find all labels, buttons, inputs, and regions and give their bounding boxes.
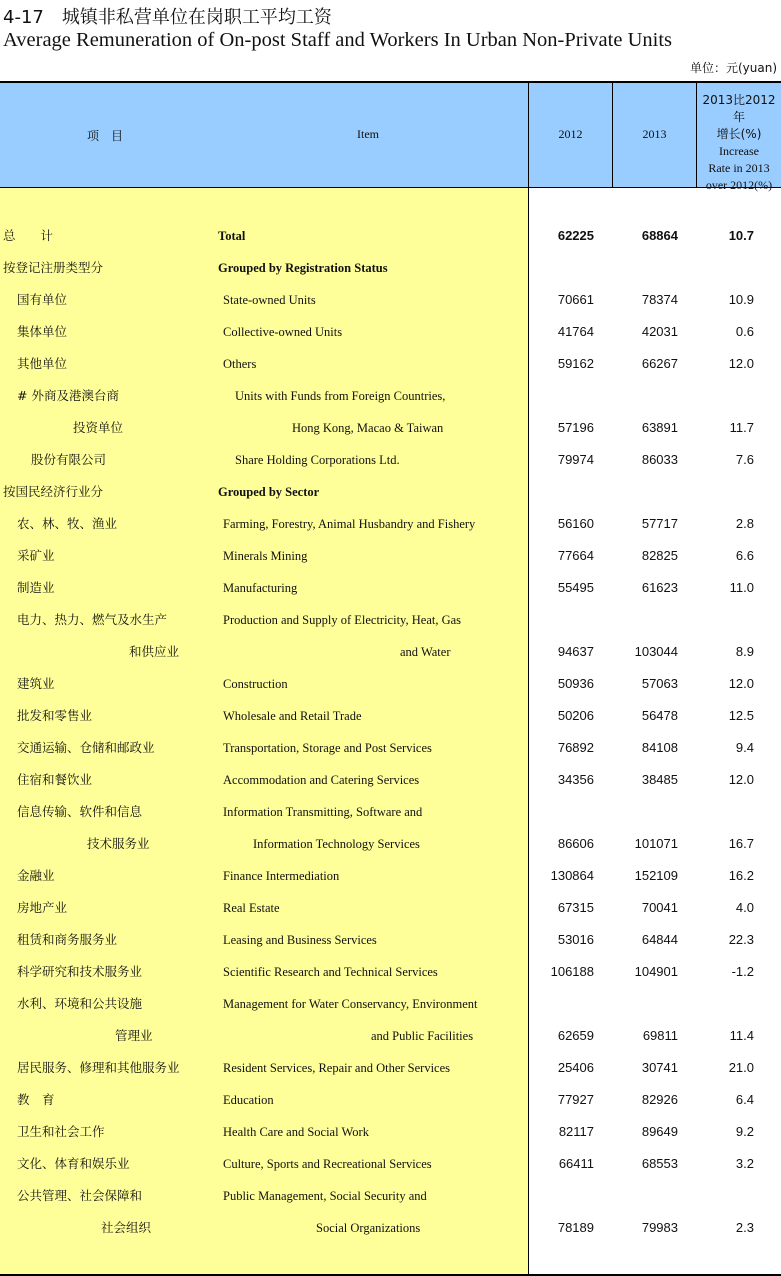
row-label-chinese: 房地产业	[17, 900, 68, 915]
value-2013: 30741	[641, 1060, 678, 1075]
table-row	[0, 1090, 781, 1110]
value-2012: 50206	[557, 708, 594, 723]
row-label-english: and Water	[400, 645, 451, 659]
value-rate: 3.2	[735, 1156, 754, 1171]
table-row	[0, 546, 781, 566]
table-row	[0, 770, 781, 790]
value-2013: 79983	[641, 1220, 678, 1235]
table-row	[0, 930, 781, 950]
table-row	[0, 418, 781, 438]
table-row	[0, 226, 781, 246]
table-row	[0, 706, 781, 726]
value-2013: 57717	[641, 516, 678, 531]
header-rate-line: Rate in 2013	[708, 161, 770, 175]
value-2012: 25406	[557, 1060, 594, 1075]
table-row	[0, 610, 781, 630]
row-label-english: Grouped by Registration Status	[218, 261, 388, 275]
table-row	[0, 354, 781, 374]
row-label-english: Farming, Forestry, Animal Husbandry and Fishery	[223, 517, 476, 531]
value-2012: 86606	[557, 836, 594, 851]
row-label-chinese: 科学研究和技术服务业	[17, 964, 143, 979]
value-2012: 76892	[557, 740, 594, 755]
value-rate: -1.2	[731, 964, 754, 979]
table-row	[0, 514, 781, 534]
row-label-chinese: 管理业	[115, 1028, 153, 1043]
row-label-english: Others	[223, 357, 257, 371]
value-2013: 66267	[641, 356, 678, 371]
row-label-chinese: 国有单位	[17, 292, 68, 307]
row-label-english: Social Organizations	[316, 1221, 421, 1235]
header-rate-line: 增长(%)	[716, 127, 762, 141]
value-2013: 104901	[634, 964, 678, 979]
row-label-english: Information Technology Services	[253, 837, 420, 851]
row-label-english: Production and Supply of Electricity, Heat, Gas	[223, 613, 462, 627]
row-label-chinese: 卫生和社会工作	[17, 1124, 105, 1139]
value-2012: 62225	[557, 228, 594, 243]
row-label-english: Health Care and Social Work	[223, 1125, 369, 1139]
value-rate: 21.0	[728, 1060, 754, 1075]
table-row	[0, 1122, 781, 1142]
row-label-chinese: 金融业	[17, 868, 55, 883]
table-row	[0, 802, 781, 822]
value-rate: 9.4	[735, 740, 754, 755]
value-2012: 57196	[557, 420, 594, 435]
value-2012: 94637	[557, 644, 594, 659]
row-label-english: Accommodation and Catering Services	[223, 773, 420, 787]
value-rate: 9.2	[735, 1124, 754, 1139]
row-label-english: Public Management, Social Security and	[223, 1189, 427, 1203]
value-2012: 79974	[557, 452, 594, 467]
row-label-english: Resident Services, Repair and Other Services	[223, 1061, 451, 1075]
table-row	[0, 898, 781, 918]
row-label-chinese: 投资单位	[73, 420, 124, 435]
value-2013: 82825	[641, 548, 678, 563]
table-row	[0, 1058, 781, 1078]
value-2012: 34356	[557, 772, 594, 787]
table-row	[0, 994, 781, 1014]
row-label-chinese: 批发和零售业	[17, 708, 93, 723]
row-label-english: Management for Water Conservancy, Environment	[223, 997, 478, 1011]
value-rate: 22.3	[728, 932, 754, 947]
value-rate: 2.3	[735, 1220, 754, 1235]
row-label-chinese: 和供应业	[129, 644, 180, 659]
row-label-chinese: 总 计	[3, 228, 54, 243]
table-row	[0, 1218, 781, 1238]
row-label-english: Hong Kong, Macao & Taiwan	[292, 421, 444, 435]
value-rate: 11.7	[729, 420, 754, 435]
row-label-chinese: 集体单位	[17, 324, 68, 339]
value-2013: 64844	[641, 932, 678, 947]
row-label-chinese: 股份有限公司	[31, 452, 107, 467]
unit-label: 单位：元(yuan)	[689, 61, 777, 75]
value-2013: 152109	[634, 868, 678, 883]
table-row	[0, 1186, 781, 1206]
row-label-english: Leasing and Business Services	[223, 933, 377, 947]
header-rate	[697, 92, 781, 194]
value-rate: 7.6	[735, 452, 754, 467]
value-2013: 57063	[641, 676, 678, 691]
row-label-english: Education	[223, 1093, 274, 1107]
header-year-2012: 2012	[558, 127, 583, 141]
value-2013: 68553	[641, 1156, 678, 1171]
value-2012: 77664	[557, 548, 594, 563]
value-rate: 10.7	[728, 228, 754, 243]
value-rate: 6.6	[735, 548, 754, 563]
table-row	[0, 1154, 781, 1174]
value-2013: 82926	[641, 1092, 678, 1107]
row-label-chinese: 其他单位	[17, 356, 68, 371]
header-rate-line: 2013比2012年	[702, 93, 776, 124]
row-label-chinese: 农、林、牧、渔业	[17, 516, 118, 531]
table-row	[0, 482, 781, 502]
row-label-chinese: 社会组织	[101, 1220, 152, 1235]
value-2013: 38485	[641, 772, 678, 787]
row-label-chinese: 教 育	[17, 1092, 55, 1107]
row-label-english: Units with Funds from Foreign Countries,	[235, 389, 446, 403]
value-2013: 86033	[641, 452, 678, 467]
row-label-english: State-owned Units	[223, 293, 316, 307]
value-2012: 55495	[557, 580, 594, 595]
row-label-english: Transportation, Storage and Post Services	[223, 741, 432, 755]
header-rate-line: Increase	[719, 144, 759, 158]
row-label-english: Minerals Mining	[223, 549, 308, 563]
row-label-english: Share Holding Corporations Ltd.	[235, 453, 400, 467]
row-label-chinese: 水利、环境和公共设施	[17, 996, 143, 1011]
header-item-chinese: 项 目	[86, 129, 123, 143]
table-row	[0, 578, 781, 598]
table-row	[0, 834, 781, 854]
row-label-chinese: 交通运输、仓储和邮政业	[17, 740, 155, 755]
value-rate: 6.4	[735, 1092, 754, 1107]
value-2012: 82117	[558, 1124, 594, 1139]
table-row	[0, 1026, 781, 1046]
row-label-chinese: 信息传输、软件和信息	[17, 804, 143, 819]
table-row	[0, 866, 781, 886]
item-column-background	[0, 188, 529, 1274]
table-row	[0, 290, 781, 310]
value-2012: 41764	[557, 324, 594, 339]
value-2012: 56160	[557, 516, 594, 531]
row-label-english: Total	[218, 229, 246, 243]
value-rate: 11.0	[729, 580, 754, 595]
header-item-english: Item	[357, 127, 379, 141]
value-rate: 16.2	[728, 868, 754, 883]
row-label-chinese: 采矿业	[17, 548, 55, 563]
row-label-english: Grouped by Sector	[218, 485, 320, 499]
table-row	[0, 450, 781, 470]
table-row	[0, 386, 781, 406]
value-2012: 59162	[557, 356, 594, 371]
row-label-chinese: 制造业	[17, 580, 55, 595]
value-rate: 4.0	[735, 900, 754, 915]
value-2012: 106188	[550, 964, 594, 979]
value-rate: 11.4	[729, 1028, 754, 1043]
row-label-english: Manufacturing	[223, 581, 298, 595]
value-2013: 69811	[642, 1028, 678, 1043]
row-label-chinese: 技术服务业	[87, 836, 150, 851]
row-label-english: Wholesale and Retail Trade	[223, 709, 362, 723]
value-rate: 2.8	[735, 516, 754, 531]
table-row	[0, 962, 781, 982]
row-label-english: Real Estate	[223, 901, 280, 915]
table-row	[0, 322, 781, 342]
row-label-english: Collective-owned Units	[223, 325, 343, 339]
value-rate: 8.9	[735, 644, 754, 659]
value-2013: 42031	[641, 324, 678, 339]
row-label-english: Information Transmitting, Software and	[223, 805, 423, 819]
value-2013: 56478	[641, 708, 678, 723]
value-2012: 78189	[557, 1220, 594, 1235]
value-2013: 103044	[634, 644, 678, 659]
row-label-english: and Public Facilities	[371, 1029, 474, 1043]
row-label-chinese: # 外商及港澳台商	[17, 388, 119, 403]
row-label-english: Culture, Sports and Recreational Services	[223, 1157, 432, 1171]
value-2013: 68864	[641, 228, 678, 243]
row-label-chinese: 建筑业	[17, 676, 55, 691]
header-year-2013: 2013	[642, 127, 667, 141]
value-2012: 67315	[557, 900, 594, 915]
row-label-chinese: 住宿和餐饮业	[17, 772, 93, 787]
table-row	[0, 674, 781, 694]
value-2012: 53016	[557, 932, 594, 947]
table-row	[0, 258, 781, 278]
row-label-english: Construction	[223, 677, 288, 691]
value-2013: 61623	[641, 580, 678, 595]
row-label-chinese: 电力、热力、燃气及水生产	[17, 612, 168, 627]
table-row	[0, 738, 781, 758]
table-title-english: Average Remuneration of On-post Staff and Workers In Urban Non-Private Units	[3, 29, 672, 51]
value-2013: 70041	[641, 900, 678, 915]
value-2012: 66411	[558, 1156, 594, 1171]
table-row	[0, 642, 781, 662]
row-label-chinese: 按登记注册类型分	[3, 260, 104, 275]
value-2012: 50936	[557, 676, 594, 691]
value-2013: 78374	[641, 292, 678, 307]
value-2012: 130864	[550, 868, 594, 883]
table-title-chinese: 4-17 城镇非私营单位在岗职工平均工资	[3, 7, 332, 28]
row-label-english: Scientific Research and Technical Services	[223, 965, 438, 979]
value-rate: 16.7	[728, 836, 754, 851]
value-2013: 63891	[641, 420, 678, 435]
value-2013: 89649	[641, 1124, 678, 1139]
value-2012: 77927	[557, 1092, 594, 1107]
value-rate: 12.0	[728, 676, 754, 691]
value-rate: 10.9	[728, 292, 754, 307]
value-rate: 12.5	[728, 708, 754, 723]
value-rate: 0.6	[735, 324, 754, 339]
value-rate: 12.0	[728, 356, 754, 371]
row-label-english: Finance Intermediation	[223, 869, 340, 883]
table-header	[0, 83, 781, 192]
row-label-chinese: 公共管理、社会保障和	[17, 1188, 143, 1203]
row-label-chinese: 租赁和商务服务业	[17, 932, 118, 947]
header-rate-line: over 2012(%)	[705, 178, 773, 192]
row-label-chinese: 居民服务、修理和其他服务业	[17, 1060, 180, 1075]
row-label-chinese: 文化、体育和娱乐业	[17, 1156, 130, 1171]
value-2013: 84108	[641, 740, 678, 755]
value-rate: 12.0	[728, 772, 754, 787]
value-2012: 62659	[557, 1028, 594, 1043]
value-2013: 101071	[634, 836, 678, 851]
value-2012: 70661	[557, 292, 594, 307]
row-label-chinese: 按国民经济行业分	[3, 484, 104, 499]
